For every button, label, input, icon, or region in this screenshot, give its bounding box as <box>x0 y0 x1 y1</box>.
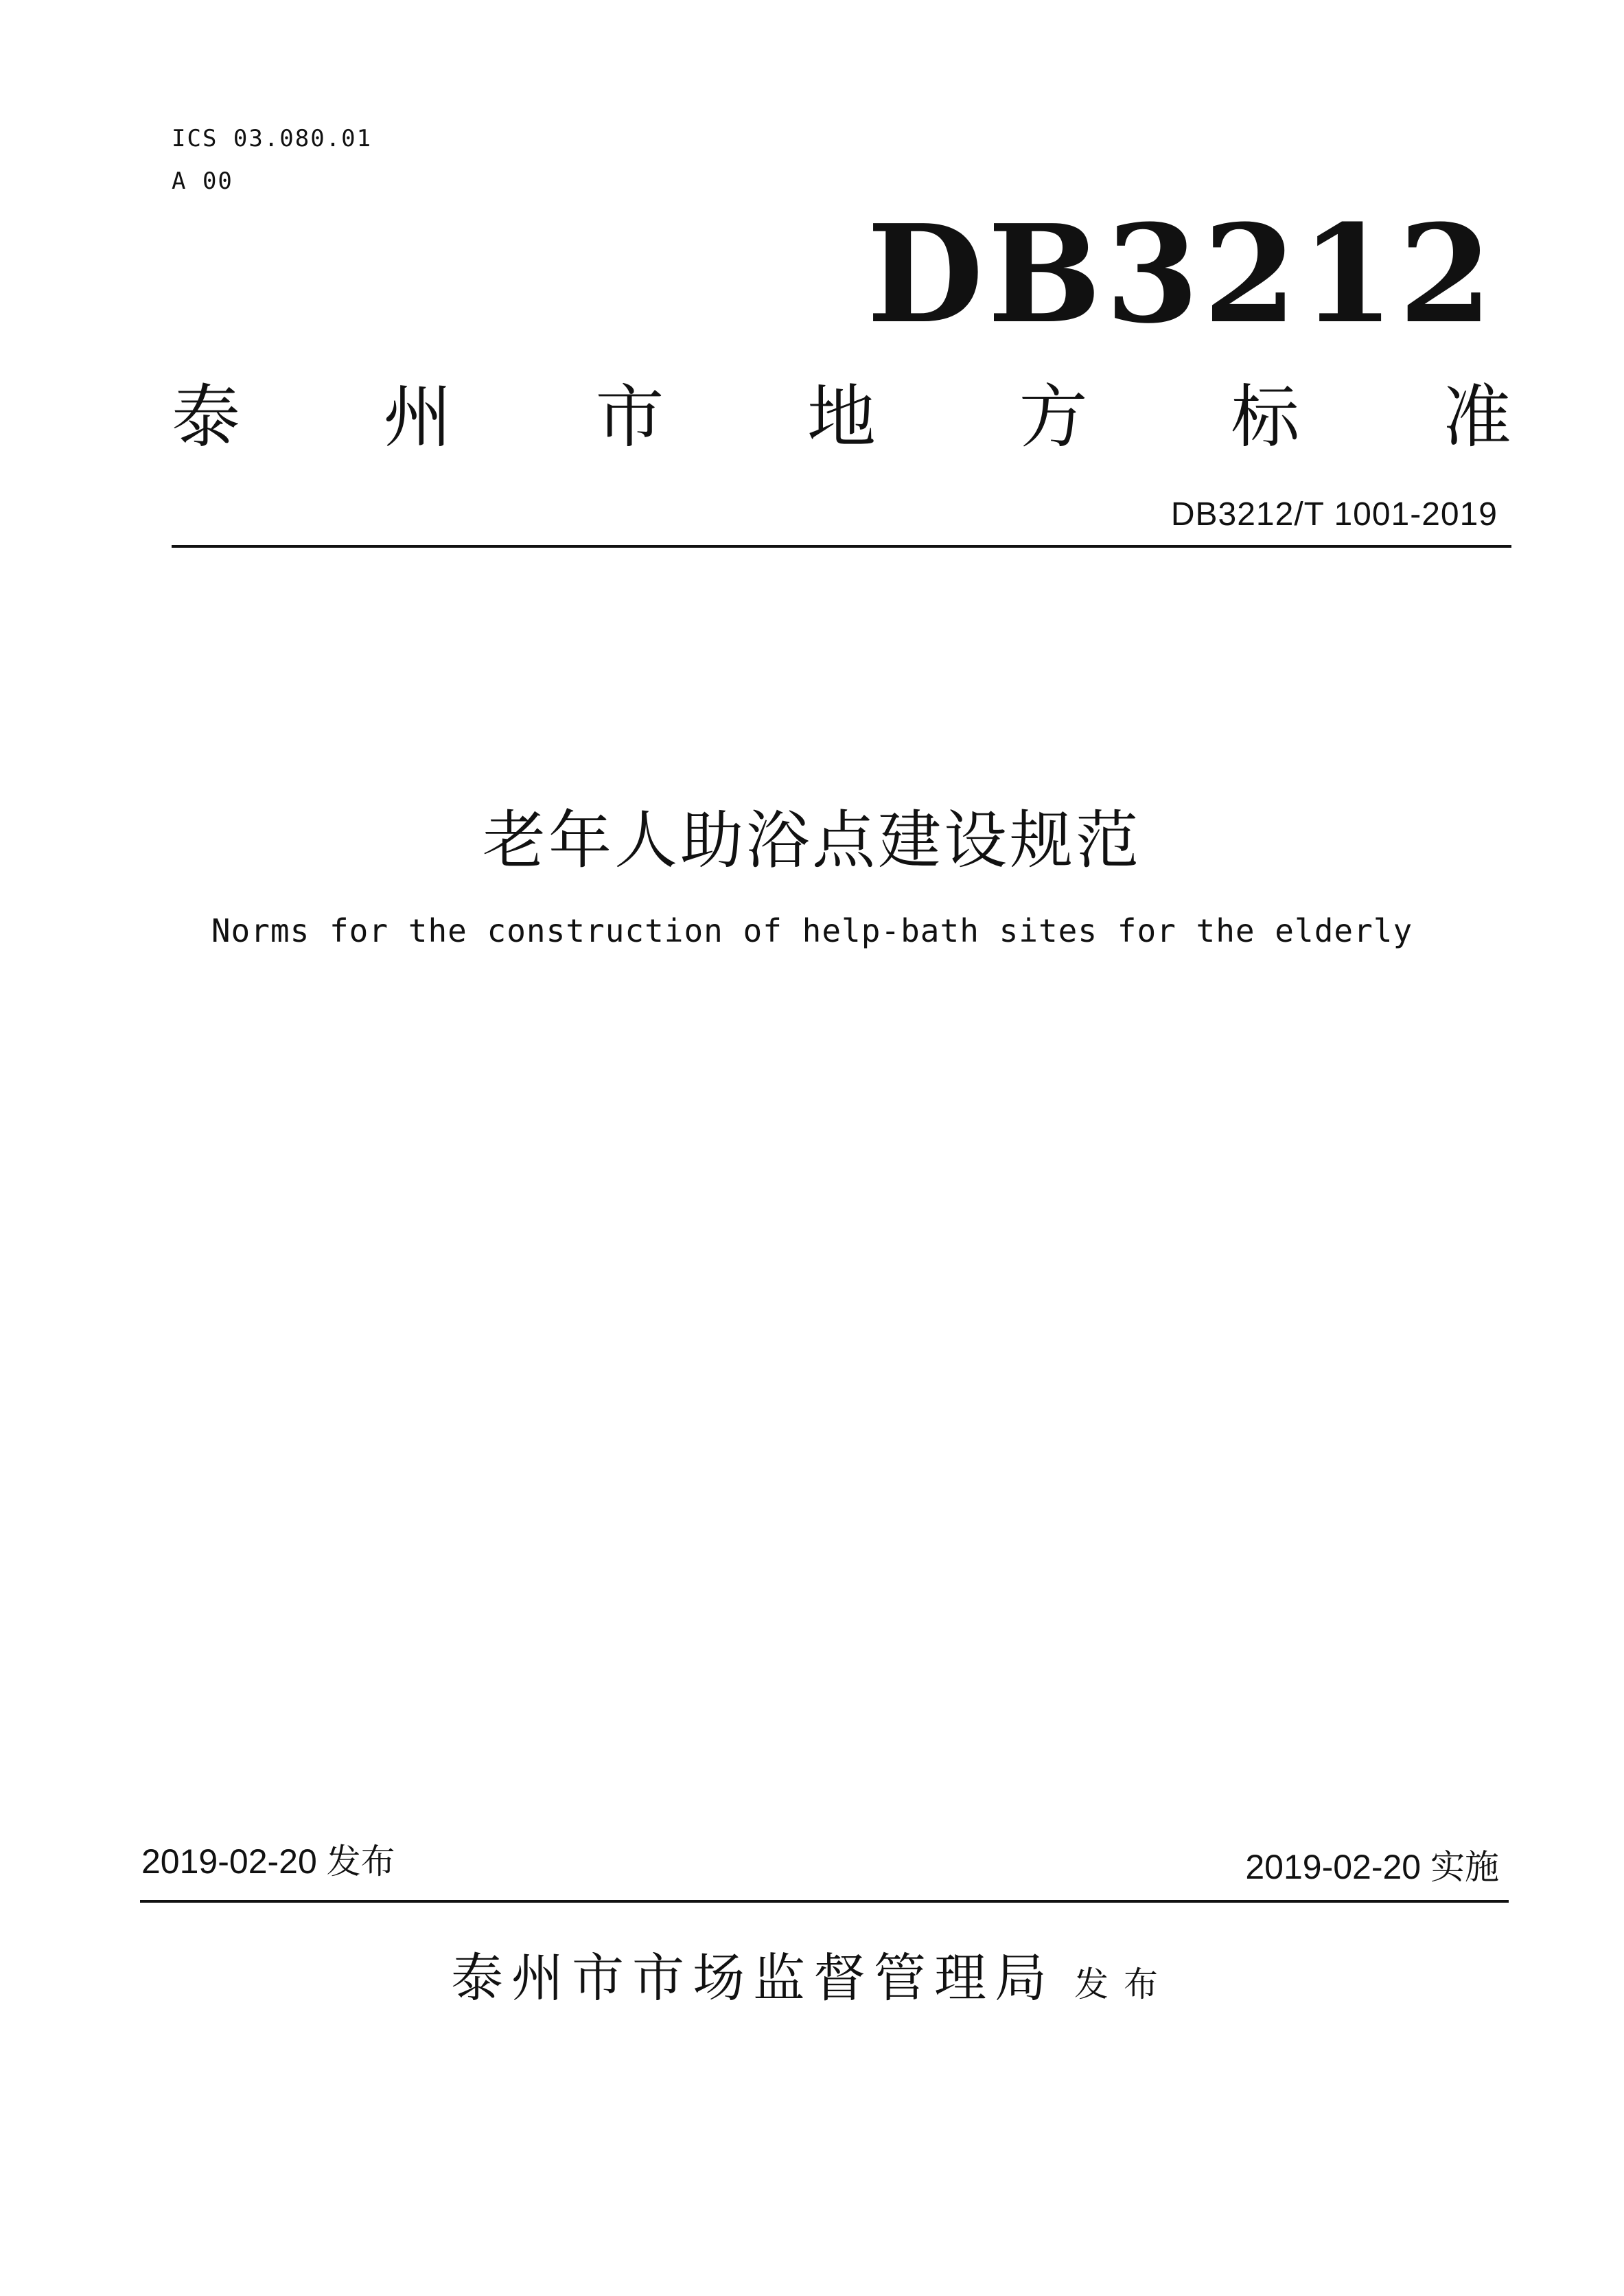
footer-divider <box>140 1900 1509 1903</box>
standard-type-char: 市 <box>595 377 664 457</box>
standard-type-char: 标 <box>1231 377 1300 457</box>
document-title-chinese: 老年人助浴点建设规范 <box>482 804 1141 877</box>
publish-date: 2019-02-20 发布 <box>141 1842 395 1881</box>
issue-verb: 发布 <box>1074 1964 1173 2004</box>
standard-type-char: 地 <box>807 377 876 457</box>
issuer-line <box>0 1944 1624 2019</box>
standard-type-heading <box>172 376 1511 459</box>
standard-type-char: 州 <box>383 377 452 457</box>
ics-code: ICS 03.080.01 <box>172 125 373 152</box>
standard-logo: DB3212 <box>866 196 1496 353</box>
standard-type-char: 泰 <box>172 377 240 457</box>
classification-code: A 00 <box>172 167 233 195</box>
document-title-english: Norms for the construction of help-bath sites for the elderly <box>211 912 1413 949</box>
standard-type-char: 方 <box>1019 377 1088 457</box>
standard-type-char: 准 <box>1442 377 1511 457</box>
issuing-organization: 泰州市市场监督管理局 <box>451 1947 1055 2008</box>
standard-number: DB3212/T 1001-2019 <box>1170 496 1498 533</box>
header-divider <box>172 545 1511 548</box>
implementation-date: 2019-02-20 实施 <box>1245 1848 1499 1886</box>
